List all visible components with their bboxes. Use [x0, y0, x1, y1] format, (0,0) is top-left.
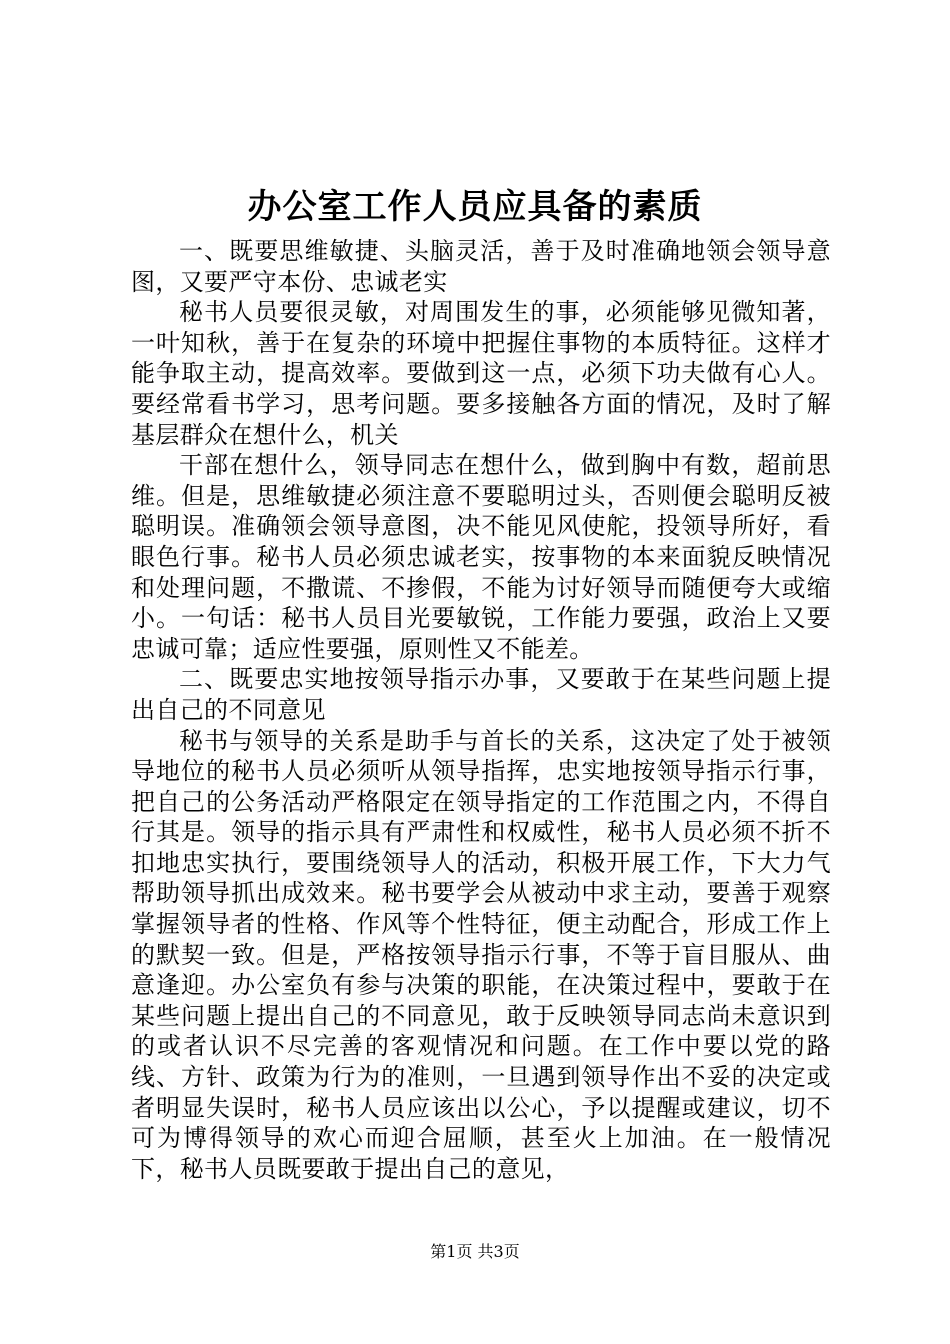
page-number-footer: 第1页 共3页 — [430, 1242, 520, 1261]
paragraph-4: 二、既要忠实地按领导指示办事，又要敢于在某些问题上提出自己的不同意见 — [131, 665, 831, 724]
paragraph-1: 一、既要思维敏捷、头脑灵活，善于及时准确地领会领导意图，又要严守本份、忠诚老实 — [131, 237, 831, 296]
paragraph-5: 秘书与领导的关系是助手与首长的关系，这决定了处于被领导地位的秘书人员必须听从领导指挥，忠实地按领导指示行事，把自己的公务活动严格限定在领导指定的工作范围之内，不得自行其是。领导的指示具有严肃性和权威性，秘书人员必须不折不扣地忠实执行，要围绕领导人的活动，积极开展工作，下大力气帮助领导抓出成效来。秘书要学会从被动中求主动，要善于观察掌握领导者的性格、作风等个性特征，便主动配合，形成工作上的默契一致。但是，严格按领导指示行事，不等于盲目服从、曲意逢迎。办公室负有参与决策的职能，在决策过程中，要敢于在某些问题上提出自己的不同意见，敢于反映领导同志尚未意识到的或者认识不尽完善的客观情况和问题。在工作中要以党的路线、方针、政策为行为的准则，一旦遇到领导作出不妥的决定或者明显失误时，秘书人员应该出以公心，予以提醒或建议，切不可为博得领导的欢心而迎合屈顺，甚至火上加油。在一般情况下，秘书人员既要敢于提出自己的意见， — [131, 726, 831, 1183]
paragraph-3: 干部在想什么，领导同志在想什么，做到胸中有数，超前思维。但是，思维敏捷必须注意不要聪明过头，否则便会聪明反被聪明误。准确领会领导意图，决不能见风使舵，投领导所好，看眼色行事。秘书人员必须忠诚老实，按事物的本来面貌反映情况和处理问题，不撒谎、不掺假，不能为讨好领导而随便夸大或缩小。一句话：秘书人员目光要敏锐，工作能力要强，政治上又要忠诚可靠；适应性要强，原则性又不能差。 — [131, 451, 831, 663]
document-title: 办公室工作人员应具备的素质 — [247, 187, 703, 227]
paragraph-2: 秘书人员要很灵敏，对周围发生的事，必须能够见微知著，一叶知秋，善于在复杂的环境中把握住事物的本质特征。这样才能争取主动，提高效率。要做到这一点，必须下功夫做有心人。要经常看书学习，思考问题。要多接触各方面的情况，及时了解基层群众在想什么，机关 — [131, 298, 831, 449]
document-body — [131, 236, 831, 1184]
